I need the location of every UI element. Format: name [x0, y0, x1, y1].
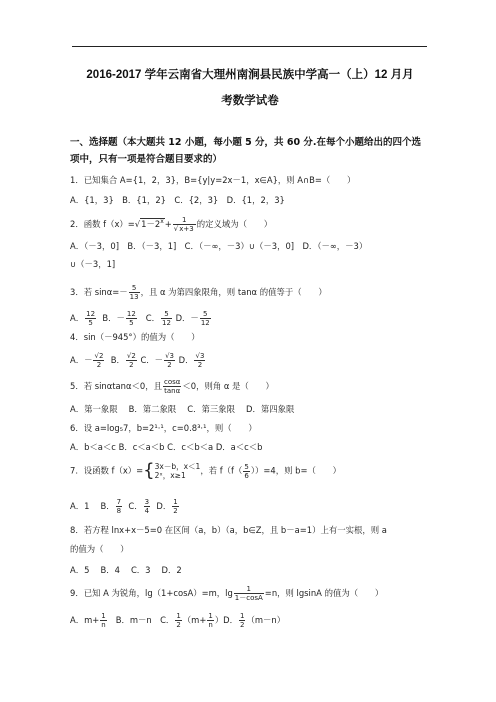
q9-c2-den: n — [208, 621, 213, 629]
q9-frac-num: 1 — [234, 585, 264, 594]
q9-d-num: 1 — [240, 612, 245, 620]
q7-piece-2: 2ˣ，x≥1 — [154, 471, 186, 480]
question-4-stem: 4．sin（－945°）的值为（ ） — [70, 332, 200, 342]
q2-stem-pre: 2．函数 f（x）= — [70, 218, 135, 229]
q2-frac-num: 1 — [173, 216, 196, 225]
q7-brace: { — [143, 460, 155, 481]
q3-a-den: 5 — [88, 319, 93, 327]
q2-frac-den-body: x+3 — [179, 224, 194, 233]
q4-opt-d: D． — [178, 355, 194, 365]
q3-frac-den: 13 — [129, 293, 139, 301]
q7-frac-num: 5 — [244, 462, 249, 471]
q9-opt-a: A．m+ — [70, 615, 100, 625]
q9-opt-d-frac — [239, 612, 245, 629]
q2-fraction — [173, 216, 196, 233]
q4-opt-c-frac — [164, 352, 175, 369]
header-rule — [72, 46, 427, 47]
q5-frac-den: tanα — [164, 387, 181, 395]
question-3-options — [70, 310, 440, 327]
q7-stem-pre: 7．设函数 f（x）= — [70, 465, 144, 476]
q7-b-den: 8 — [116, 507, 122, 515]
q9-fraction — [234, 585, 264, 602]
question-3-stem — [70, 284, 440, 301]
question-4-options — [70, 352, 440, 369]
q2-sqrt-body: 1－2 — [141, 218, 161, 229]
question-9-options — [70, 612, 440, 629]
q7-stem-mid: ，若 f（f（ — [200, 465, 243, 476]
q5-fraction — [163, 378, 181, 395]
section-heading-line1: 一、选择题（本大题共 12 小题，每小题 5 分，共 60 分.在每个小题给出的四个选 — [70, 137, 422, 148]
q9-opt-b-c: B．m－n C． — [115, 615, 175, 625]
q3-fraction — [129, 284, 140, 301]
q9-opt-c2-frac — [207, 612, 213, 629]
q2-sqrt — [140, 218, 165, 229]
question-1-options: A．{1，3} B．{1，2} C．{2，3} D．{1，2，3} — [70, 195, 285, 205]
q9-c2-num: 1 — [208, 612, 213, 620]
question-2-options-cont: ∪（－3，1] — [70, 259, 116, 269]
question-9-stem — [70, 585, 440, 602]
q4-opt-c: C．－ — [140, 355, 164, 365]
q3-opt-c: C． — [145, 313, 161, 323]
q3-opt-b: B．－ — [102, 313, 125, 323]
q9-frac-den: 1－cosA — [234, 594, 263, 602]
q5-stem-pre: 5．若 sinαtanα＜0，且 — [70, 381, 162, 391]
q3-opt-b-frac — [126, 310, 137, 327]
q3-d-den: 12 — [200, 319, 210, 327]
q9-c-num: 1 — [176, 612, 181, 620]
q3-c-num: 5 — [161, 310, 172, 319]
question-2-options: A．（－3，0] B．（－3，1] C．（－∞，－3）∪（－3，0] D．（－∞，－3） — [70, 241, 368, 251]
section-heading-line2: 项中，只有一项是符合题目要求的） — [70, 154, 223, 165]
q7-c-num: 3 — [144, 498, 150, 506]
q9-c-den: 2 — [176, 621, 181, 629]
q4-b-num: √2 — [126, 352, 136, 360]
q2-frac-den: √x+3 — [173, 224, 194, 233]
q7-opt-d-frac — [172, 498, 178, 515]
q4-opt-d-frac — [194, 352, 205, 369]
q4-opt-a-frac — [93, 352, 104, 369]
q4-c-den: 2 — [167, 361, 172, 369]
question-8-stem-cont: 的值为（ ） — [70, 544, 129, 554]
question-8-stem: 8．若方程 lnx+x－5=0 在区间（a，b）（a，b∈Z，且 b－a=1）上有一实根，则 a — [70, 525, 387, 535]
q4-d-num: √3 — [195, 352, 205, 360]
q5-frac-num: cosα — [163, 378, 181, 386]
q4-c-num: √3 — [165, 352, 174, 360]
q2-plus: + — [164, 218, 172, 229]
page-title-line1: 2016-2017 学年云南省大理州南涧县民族中学高一（上）12 月月 — [86, 69, 414, 81]
q7-fraction — [243, 463, 249, 480]
question-8-options: A．5 B．4 C．3 D．2 — [70, 565, 182, 575]
question-1-stem: 1．已知集合 A={1，2，3}，B={y|y=2x－1，x∈A}，则 A∩B=（ ） — [70, 175, 356, 185]
q7-opt-d: D． — [156, 501, 172, 511]
q4-b-den: 2 — [129, 361, 134, 369]
q9-c-end: ）D． — [214, 615, 239, 625]
q9-opt-c-frac — [175, 612, 181, 629]
q9-stem-pre: 9．已知 A 为锐角，lg（1+cosA）=m，lg — [70, 588, 233, 598]
q7-piece-1: 3x－b，x＜1 — [154, 462, 201, 471]
q3-opt-d-frac — [200, 310, 211, 327]
question-7-stem — [70, 462, 440, 480]
q3-d-num: 5 — [200, 310, 211, 319]
question-5-options: A．第一象限 B．第二象限 C．第三象限 D．第四象限 — [70, 404, 295, 414]
question-2-stem — [70, 215, 440, 233]
q9-c-post: （m+ — [182, 615, 207, 625]
q9-opt-a-frac — [100, 612, 106, 629]
q7-piecewise — [155, 462, 201, 480]
q4-opt-a: A．－ — [70, 355, 93, 365]
q3-opt-d: D．－ — [175, 313, 199, 323]
q7-frac-den: 6 — [244, 471, 249, 480]
question-5-stem — [70, 378, 440, 395]
q3-opt-c-frac — [161, 310, 172, 327]
q2-sqrt-exp: x — [160, 218, 164, 225]
q4-opt-b: B． — [110, 355, 125, 365]
q4-d-den: 2 — [197, 361, 203, 369]
question-6-options: A．b＜a＜c B．c＜a＜b C．c＜b＜a D．a＜c＜b — [70, 442, 263, 452]
question-7-options — [70, 498, 440, 515]
q3-b-den: 5 — [129, 319, 134, 327]
page-title-line2: 考数学试卷 — [221, 95, 279, 107]
q3-c-den: 12 — [162, 319, 171, 327]
q7-opt-b-frac — [116, 498, 122, 515]
q9-stem-post: =n，则 lgsinA 的值为（ ） — [264, 588, 384, 598]
q7-d-num: 1 — [173, 498, 178, 506]
q4-a-num: √2 — [94, 352, 104, 360]
q7-b-num: 7 — [116, 498, 122, 506]
q3-b-num: 12 — [126, 310, 136, 318]
q9-a-num: 1 — [101, 612, 106, 620]
q9-d-post: （m－n） — [246, 615, 286, 625]
q4-a-den: 2 — [96, 361, 102, 369]
q7-d-den: 2 — [173, 507, 178, 515]
q3-opt-a-frac — [85, 310, 96, 327]
q7-opt-c-frac — [144, 498, 150, 515]
q7-c-den: 4 — [144, 507, 150, 515]
question-6-stem: 6．设 a=log₅7，b=2¹·¹，c=0.8³·¹，则（ ） — [70, 423, 257, 433]
q3-opt-a: A． — [70, 313, 85, 323]
q3-stem-pre: 3．若 sinα=－ — [70, 287, 128, 297]
q2-stem-post: 的定义域为（ ） — [196, 218, 273, 229]
q3-stem-post: ，且 α 为第四象限角，则 tanα 的值等于（ ） — [140, 287, 327, 297]
q9-a-den: n — [101, 621, 106, 629]
q4-opt-b-frac — [126, 352, 137, 369]
sqrt-sign: √ — [134, 218, 141, 229]
q3-a-num: 12 — [86, 310, 96, 318]
q3-frac-num: 5 — [129, 284, 140, 293]
q7-opt-a-b: A．1 B． — [70, 501, 115, 511]
q7-opt-c: C． — [128, 501, 143, 511]
q5-stem-post: ＜0，则角 α 是（ ） — [182, 381, 274, 391]
q7-stem-post: ））=4，则 b=（ ） — [250, 465, 341, 476]
q9-d-den: 2 — [240, 621, 245, 629]
